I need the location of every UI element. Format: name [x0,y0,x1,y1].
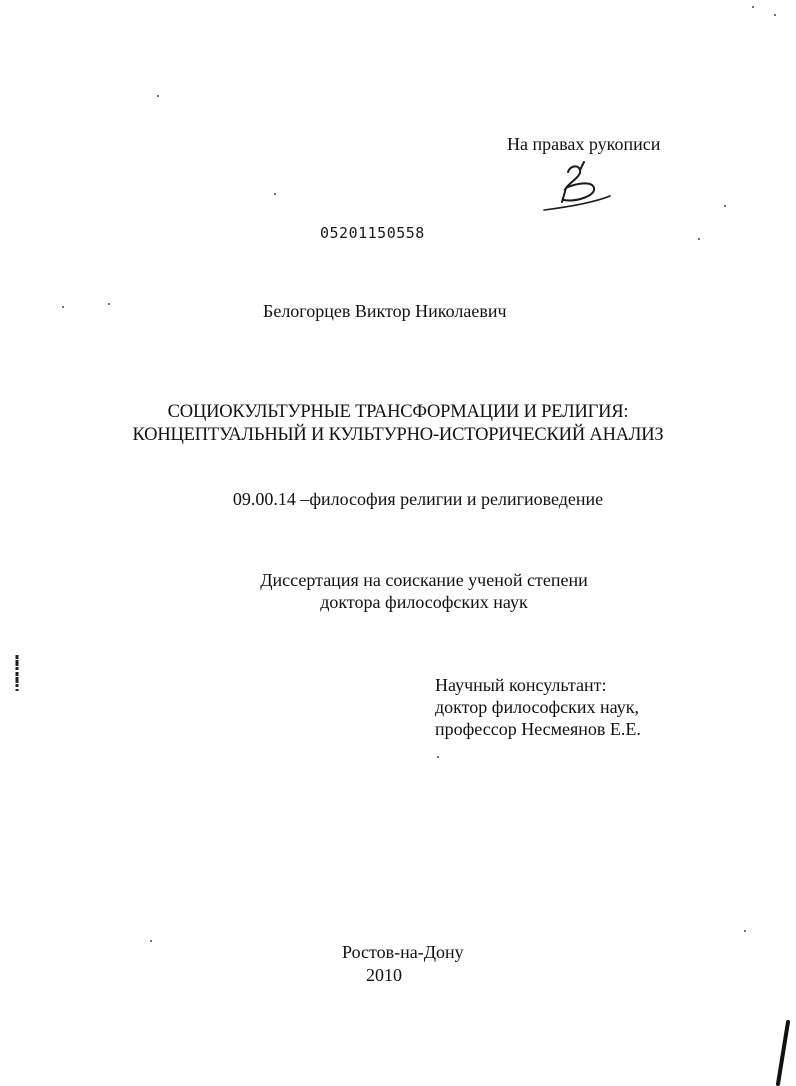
consultant-label: Научный консультант: [435,675,607,695]
degree-line-1: Диссертация на соискание ученой степени [260,570,588,590]
author-name: Белогорцев Виктор Николаевич [263,301,507,321]
scan-speck [62,306,64,308]
scan-speck [698,238,700,240]
binding-mark [14,655,20,691]
specialty-code: 09.00.14 –философия религии и религиоведение [232,489,604,509]
consultant-degree: доктор философских наук, [435,697,639,717]
scan-speck [274,193,276,195]
year: 2010 [366,965,402,985]
title-line-1: СОЦИОКУЛЬТУРНЫЕ ТРАНСФОРМАЦИИ И РЕЛИГИЯ: [167,402,629,422]
degree-line-2: доктора философских наук [320,592,528,612]
city: Ростов-на-Дону [342,942,464,962]
scan-speck [744,930,746,932]
edge-stroke [772,1020,792,1086]
scan-speck [157,95,159,97]
scan-speck [724,205,726,207]
archive-number: 05201150558 [320,224,425,242]
scan-speck [150,940,152,942]
title-line-2: КОНЦЕПТУАЛЬНЫЙ И КУЛЬТУРНО-ИСТОРИЧЕСКИЙ АНАЛИЗ [132,425,664,445]
scan-speck [774,14,776,16]
scan-speck [752,6,754,8]
consultant-name: профессор Несмеянов Е.Е. [435,719,641,739]
scan-speck [108,303,110,305]
signature-icon [540,158,620,218]
rights-note: На правах рукописи [507,134,661,154]
scan-speck [437,756,439,758]
